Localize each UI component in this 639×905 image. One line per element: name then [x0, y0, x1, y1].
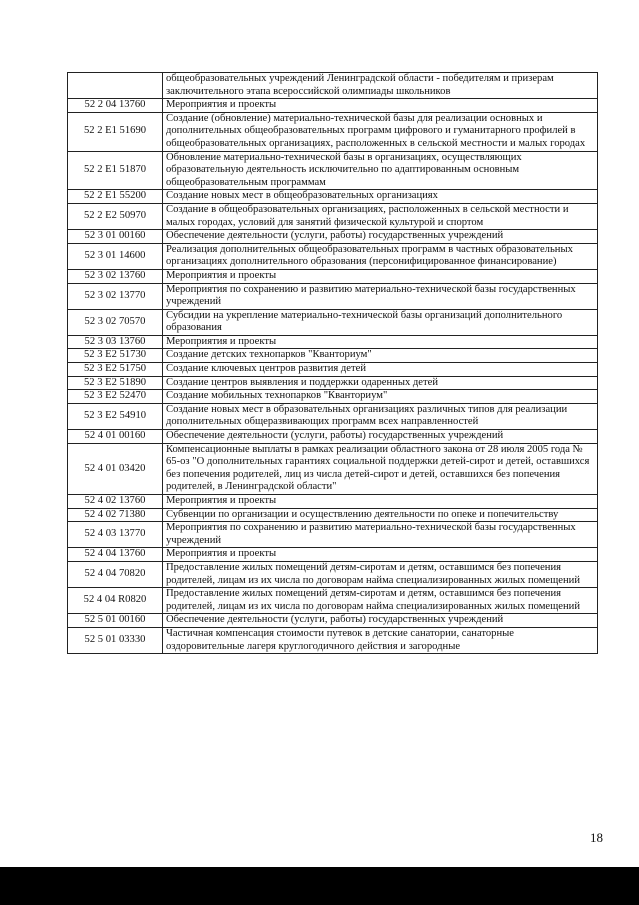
table-row: [68, 190, 598, 204]
row-code: 52 3 E2 51730: [68, 349, 163, 363]
row-code: 52 3 02 70570: [68, 309, 163, 335]
table-row: [68, 335, 598, 349]
row-code: 52 5 01 03330: [68, 627, 163, 653]
row-code: 52 3 E2 52470: [68, 390, 163, 404]
table-row: [68, 561, 598, 587]
row-description: Создание новых мест в образовательных организациях различных типов для реализации дополнительных общеразвивающих программ всех направленностей: [163, 403, 598, 429]
row-description: Частичная компенсация стоимости путевок в детские санатории, санаторные оздоровительные лагеря круглогодичного действия и загородные: [163, 627, 598, 653]
table-row: [68, 390, 598, 404]
row-description: Мероприятия и проекты: [163, 99, 598, 113]
row-code: 52 3 01 00160: [68, 230, 163, 244]
row-code: 52 4 02 71380: [68, 508, 163, 522]
row-code: 52 4 01 03420: [68, 443, 163, 494]
row-description: Компенсационные выплаты в рамках реализации областного закона от 28 июля 2005 года № 65-оз "О дополнительных гарантиях социальной поддержки детей-сирот и детей, оставшихся без попечения родителей, лиц из числа детей-сирот и детей, оставшихся без попечения родителей, в Ленинградской области": [163, 443, 598, 494]
row-code: 52 4 04 70820: [68, 561, 163, 587]
row-code: 52 2 E1 55200: [68, 190, 163, 204]
row-description: Мероприятия и проекты: [163, 269, 598, 283]
table-row: [68, 243, 598, 269]
row-description: Создание в общеобразовательных организациях, расположенных в сельской местности и малых городах, условий для занятий физической культурой и спортом: [163, 203, 598, 229]
row-description: Создание центров выявления и поддержки одаренных детей: [163, 376, 598, 390]
table-row: [68, 495, 598, 509]
budget-code-table: [67, 72, 598, 654]
row-code: 52 3 E2 54910: [68, 403, 163, 429]
row-description: Субсидии на укрепление материально-технической базы организаций дополнительного образования: [163, 309, 598, 335]
row-description: Обновление материально-технической базы в организациях, осуществляющих образовательную деятельность исключительно по адаптированным основным общеобразовательным программам: [163, 151, 598, 190]
scan-border-band: [0, 867, 639, 905]
table-row: [68, 349, 598, 363]
table-row: [68, 627, 598, 653]
table-row: [68, 283, 598, 309]
row-description: Обеспечение деятельности (услуги, работы) государственных учреждений: [163, 230, 598, 244]
row-description: Мероприятия по сохранению и развитию материально-технической базы государственных учреждений: [163, 283, 598, 309]
row-code: 52 2 E1 51690: [68, 112, 163, 151]
table-row: [68, 614, 598, 628]
row-description: Мероприятия и проекты: [163, 335, 598, 349]
row-code: 52 3 E2 51890: [68, 376, 163, 390]
row-description: Создание (обновление) материально-технической базы для реализации основных и дополнительных общеобразовательных программ цифрового и гуманитарного профилей в общеобразовательных организациях, расположенных в сельской местности и малых городах: [163, 112, 598, 151]
row-code: 52 4 01 00160: [68, 430, 163, 444]
row-code: 52 3 02 13760: [68, 269, 163, 283]
table-row: [68, 508, 598, 522]
table-row: [68, 363, 598, 377]
row-code: 52 3 01 14600: [68, 243, 163, 269]
row-description: Мероприятия и проекты: [163, 548, 598, 562]
row-code: 52 3 02 13770: [68, 283, 163, 309]
table-row: [68, 99, 598, 113]
row-description: Создание детских технопарков "Кванториум": [163, 349, 598, 363]
row-description: Создание ключевых центров развития детей: [163, 363, 598, 377]
table-row: [68, 203, 598, 229]
row-description: Мероприятия по сохранению и развитию материально-технической базы государственных учреждений: [163, 522, 598, 548]
table-row: [68, 151, 598, 190]
row-code: 52 3 E2 51750: [68, 363, 163, 377]
row-description: Реализация дополнительных общеобразовательных программ в частных образовательных организациях дополнительного образования (персонифицированное финансирование): [163, 243, 598, 269]
table-row: [68, 588, 598, 614]
row-description: Создание новых мест в общеобразовательных организациях: [163, 190, 598, 204]
row-code: 52 4 04 13760: [68, 548, 163, 562]
table-row: [68, 403, 598, 429]
row-description: Обеспечение деятельности (услуги, работы) государственных учреждений: [163, 614, 598, 628]
row-description: Создание мобильных технопарков "Кванториум": [163, 390, 598, 404]
row-description: Предоставление жилых помещений детям-сиротам и детям, оставшимся без попечения родителей, лицам из их числа по договорам найма специализированных жилых помещений: [163, 561, 598, 587]
row-code: 52 5 01 00160: [68, 614, 163, 628]
table-body: [68, 73, 598, 654]
table-row: [68, 309, 598, 335]
row-description: Мероприятия и проекты: [163, 495, 598, 509]
table-row: [68, 73, 598, 99]
table-row: [68, 548, 598, 562]
row-code: 52 2 04 13760: [68, 99, 163, 113]
row-code: [68, 73, 163, 99]
row-code: 52 4 02 13760: [68, 495, 163, 509]
row-code: 52 3 03 13760: [68, 335, 163, 349]
table-row: [68, 376, 598, 390]
table-row: [68, 269, 598, 283]
row-description: Предоставление жилых помещений детям-сиротам и детям, оставшимся без попечения родителей, лицам из их числа по договорам найма специализированных жилых помещений: [163, 588, 598, 614]
table-row: [68, 230, 598, 244]
row-description: общеобразовательных учреждений Ленинградской области - победителям и призерам заключительного этапа всероссийской олимпиады школьников: [163, 73, 598, 99]
table-row: [68, 112, 598, 151]
table-row: [68, 522, 598, 548]
row-description: Субвенции по организации и осуществлению деятельности по опеке и попечительству: [163, 508, 598, 522]
table-row: [68, 443, 598, 494]
page-number: 18: [590, 830, 603, 845]
row-code: 52 2 E1 51870: [68, 151, 163, 190]
row-code: 52 4 04 R0820: [68, 588, 163, 614]
table-row: [68, 430, 598, 444]
row-description: Обеспечение деятельности (услуги, работы) государственных учреждений: [163, 430, 598, 444]
row-code: 52 4 03 13770: [68, 522, 163, 548]
row-code: 52 2 E2 50970: [68, 203, 163, 229]
